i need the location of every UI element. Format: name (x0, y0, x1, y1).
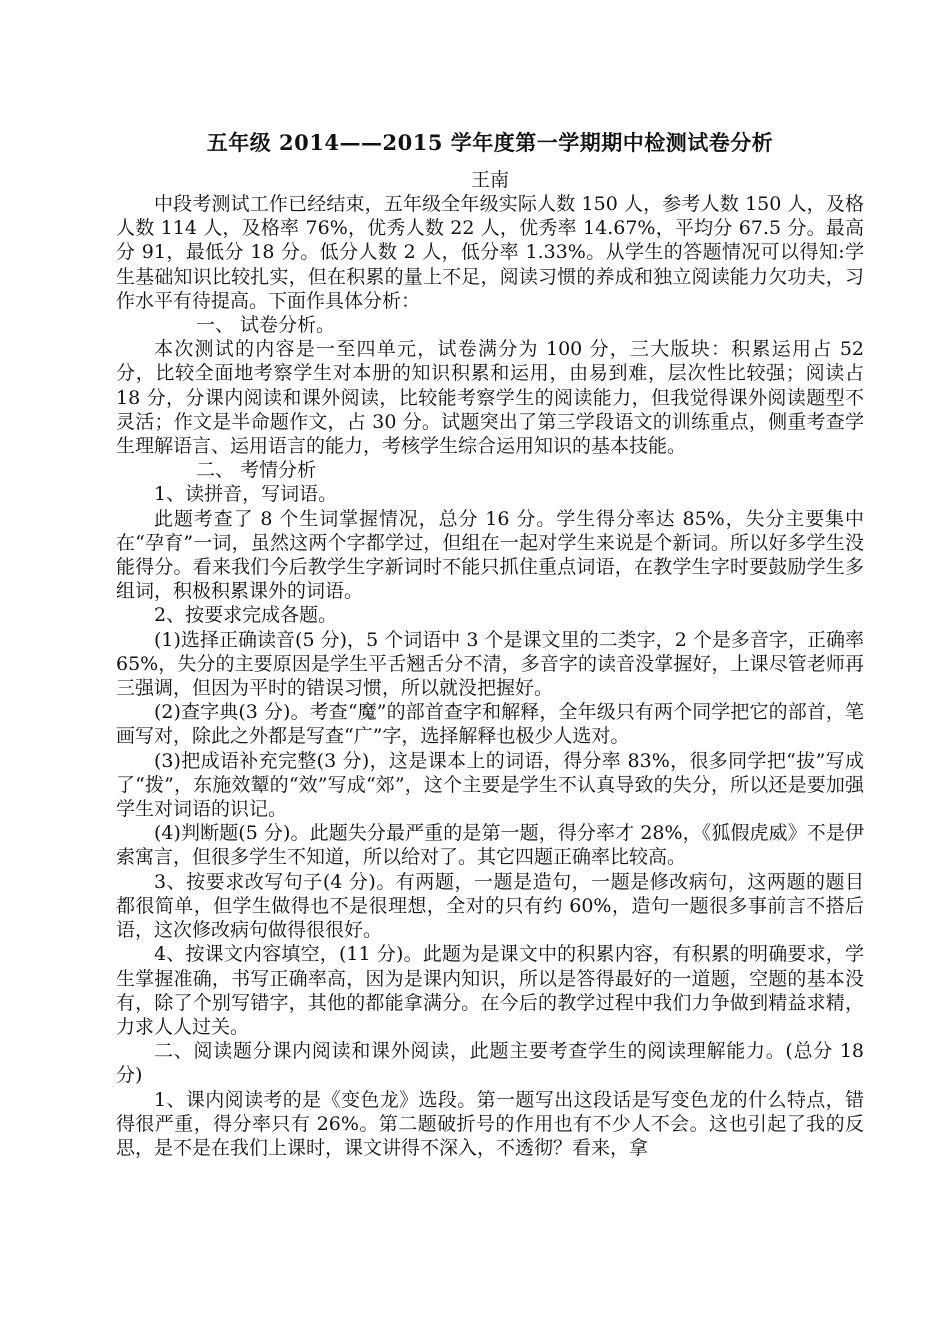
paragraph-intro: 中段考测试工作已经结束，五年级全年级实际人数 150 人，参考人数 150 人，及格人数 114 人，及格率 76%，优秀人数 22 人，优秀率 14.67%，平均分 67.5 分。最高分 91，最低分 18 分。低分人数 2 人，低分率 1.33%。从学生的答题情况可以得知:学生基础知识比较扎实，但在积累的量上不足，阅读习惯的养成和独立阅读能力欠功夫，习作水平有待提高。下面作具体分析： (116, 193, 864, 312)
document-body (116, 128, 864, 1160)
paragraph-reading-item-1: 1、课内阅读考的是《变色龙》选段。第一题写出这段话是写变色龙的什么特点，错得很严重，得分率只有 26%。第二题破折号的作用也有不少人不会。这也引起了我的反思，是不是在我们上课时，课文讲得不深入，不透彻？看来，拿 (116, 1088, 864, 1159)
section-heading-exam-analysis: 二、 考情分析 (196, 459, 317, 482)
paragraph-item-2-part-4: (4)判断题(5 分)。此题失分最严重的是第一题，得分率才 28%，《狐假虎威》不是伊索寓言，但很多学生不知道，所以给对了。其它四题正确率比较高。 (116, 822, 864, 869)
paragraph-reading-section: 二、阅读题分课内阅读和课外阅读，此题主要考查学生的阅读理解能力。(总分 18 分) (116, 1040, 864, 1087)
paragraph-item-2-part-2: (2)查字典(3 分)。考查“魔”的部首查字和解释，全年级只有两个同学把它的部首，笔画写对，除此之外都是写查“广”字，选择解释也极少人选对。 (116, 701, 864, 748)
paragraph-item-2-part-3: (3)把成语补充完整(3 分)，这是课本上的词语，得分率 83%，很多同学把“拔”写成了“拨”，东施效颦的“效”写成“郊”，这个主要是学生不认真导致的失分，所以还是要加强学生对词语的识记。 (116, 749, 864, 821)
paragraph-item-1-body: 此题考查了 8 个生词掌握情况，总分 16 分。学生得分率达 85%，失分主要集中在“孕育”一词，虽然这两个字都学过，但组在一起对学生来说是个新词。所以好多学生没能得分。看来我们今后教学生字新词时不能只抓住重点词语，在教学生字时要鼓励学生多组词，积极积累课外的词语。 (116, 507, 864, 603)
section-heading-paper-analysis: 一、 试卷分析。 (196, 314, 336, 337)
paragraph-paper-analysis: 本次测试的内容是一至四单元，试卷满分为 100 分，三大版块：积累运用占 52 分，比较全面地考察学生对本册的知识积累和运用，由易到难，层次性比较强；阅读占 18 分，分课内阅读和课外阅读，比较能考察学生的阅读能力，但我觉得课外阅读题型不灵活；作文是半命题作文，占 30 分。试题突出了第三学段语文的训练重点，侧重考查学生理解语言、运用语言的能力，考核学生综合运用知识的基本技能。 (116, 338, 864, 458)
paragraph-item-2-heading: 2、按要求完成各题。 (154, 604, 338, 627)
document-author: 王南 (470, 169, 509, 191)
paragraph-item-1-heading: 1、读拼音，写词语。 (154, 483, 338, 506)
document-title: 五年级 2014——2015 学年度第一学期期中检测试卷分析 (206, 130, 774, 155)
paragraph-item-4: 4、按课文内容填空，(11 分)。此题为是课文中的积累内容，有积累的明确要求，学生掌握准确，书写正确率高，因为是课内知识，所以是答得最好的一道题，空题的基本没有，除了个别写错字，其他的都能拿满分。在今后的教学过程中我们力争做到精益求精，力求人人过关。 (116, 943, 864, 1038)
paragraph-item-2-part-1: (1)选择正确读音(5 分)，5 个词语中 3 个是课文里的二类字，2 个是多音字，正确率 65%，失分的主要原因是学生平舌翘舌分不清，多音字的读音没掌握好，上课尽管老师再三强调，但因为平时的错误习惯，所以就没把握好。 (116, 628, 864, 700)
paragraph-item-3: 3、按要求改写句子(4 分)。有两题，一题是造句，一题是修改病句，这两题的题目都很简单，但学生做得也不是很理想，全对的只有约 60%，造句一题很多事前言不搭后语，这次修改病句做得很很好。 (116, 870, 864, 942)
